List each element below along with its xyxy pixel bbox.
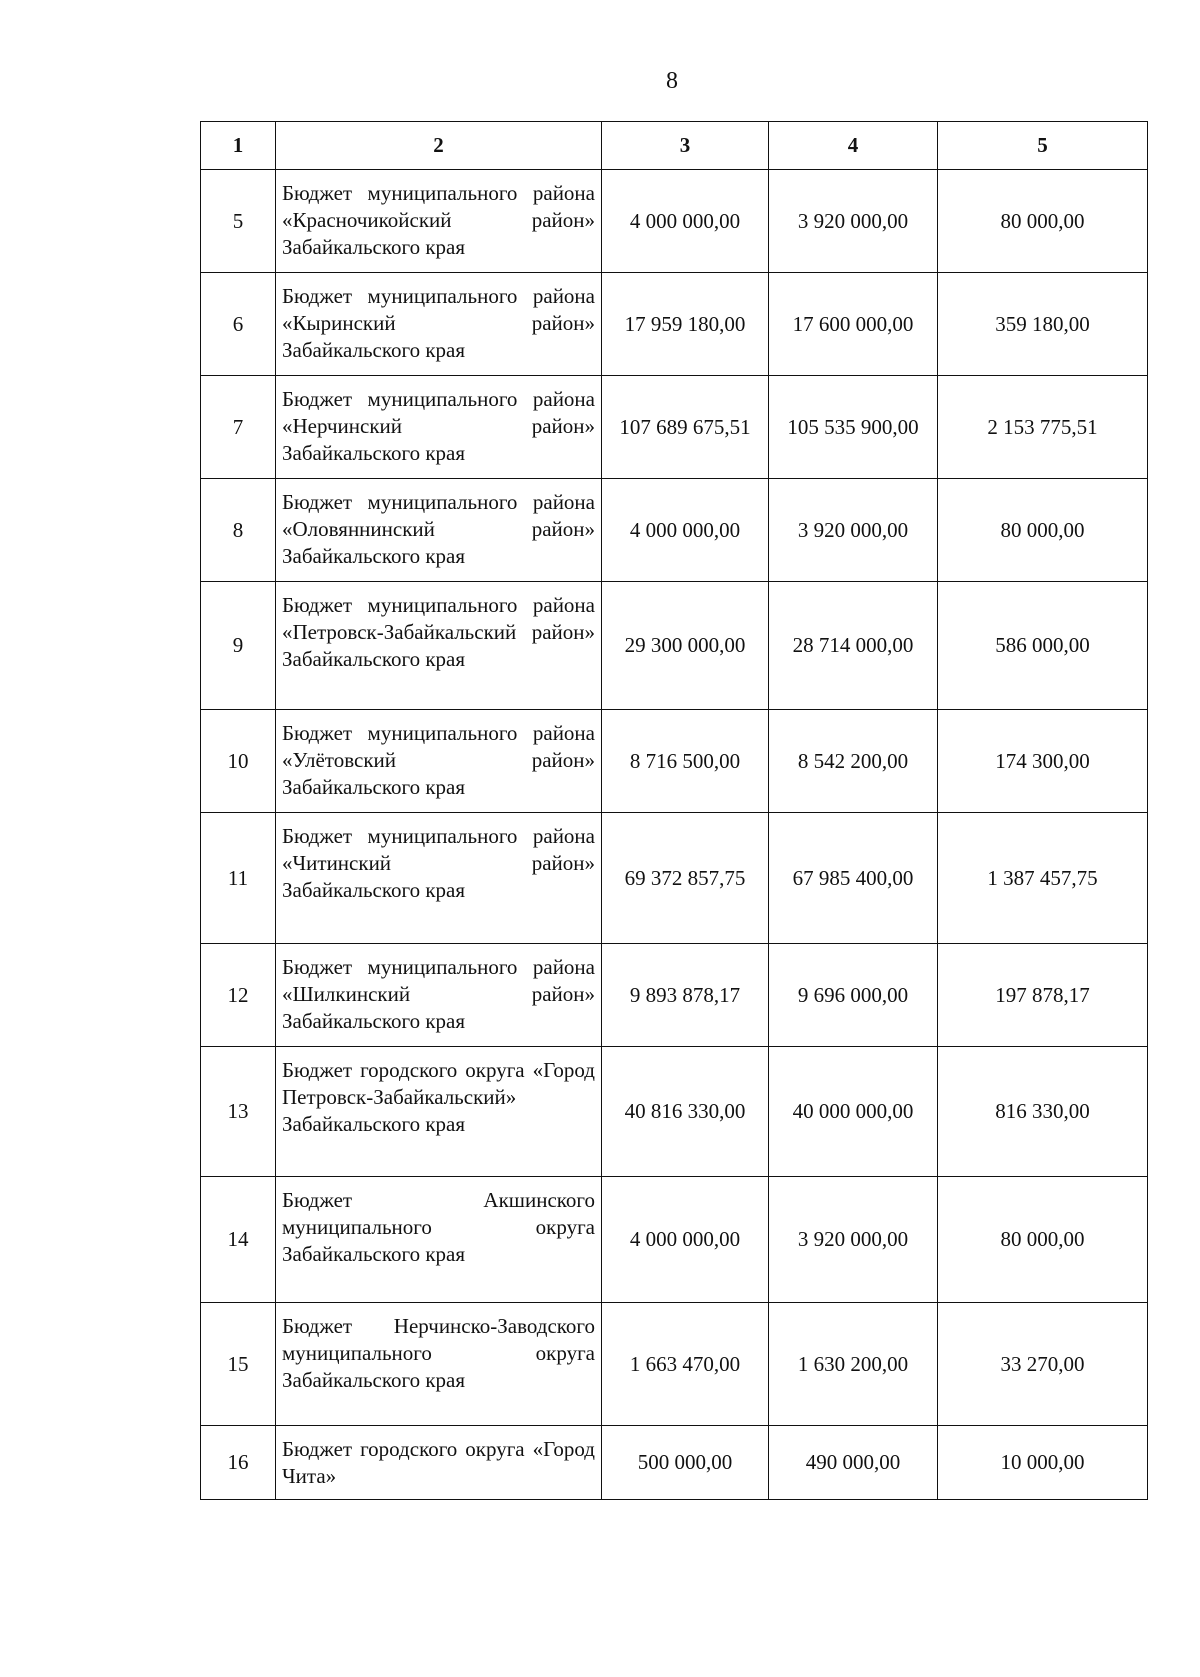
table-row — [201, 1177, 1148, 1303]
amount-col-4: 1 630 200,00 — [769, 1303, 938, 1426]
budget-name — [276, 1047, 602, 1177]
budget-name — [276, 1426, 602, 1500]
amount-col-5: 80 000,00 — [938, 170, 1148, 273]
row-number: 14 — [201, 1177, 276, 1303]
header-col-4: 4 — [769, 122, 938, 170]
amount-col-3: 4 000 000,00 — [602, 170, 769, 273]
table-row — [201, 582, 1148, 710]
table-row — [201, 1303, 1148, 1426]
row-number: 9 — [201, 582, 276, 710]
budget-table — [200, 121, 1148, 1500]
amount-col-4: 3 920 000,00 — [769, 170, 938, 273]
amount-col-3: 9 893 878,17 — [602, 944, 769, 1047]
table-row — [201, 813, 1148, 944]
budget-name-text: Бюджет муниципального района «Петровск-Забайкальский район» Забайкальского края — [282, 593, 595, 671]
amount-col-5: 10 000,00 — [938, 1426, 1148, 1500]
header-col-2: 2 — [276, 122, 602, 170]
amount-col-4: 8 542 200,00 — [769, 710, 938, 813]
table-row — [201, 710, 1148, 813]
budget-name-text: Бюджет муниципального района «Читинский район» Забайкальского края — [282, 824, 595, 902]
amount-col-3: 500 000,00 — [602, 1426, 769, 1500]
table-row — [201, 376, 1148, 479]
amount-col-4: 67 985 400,00 — [769, 813, 938, 944]
amount-col-3: 40 816 330,00 — [602, 1047, 769, 1177]
budget-name-text: Бюджет муниципального района «Оловяннинский район» Забайкальского края — [282, 490, 595, 568]
budget-name-text: Бюджет муниципального района «Нерчинский район» Забайкальского края — [282, 387, 595, 465]
table-row — [201, 944, 1148, 1047]
header-col-1: 1 — [201, 122, 276, 170]
budget-name-text: Бюджет городского округа «Город Чита» — [282, 1437, 595, 1488]
row-number: 6 — [201, 273, 276, 376]
budget-name — [276, 582, 602, 710]
budget-name — [276, 170, 602, 273]
amount-col-3: 4 000 000,00 — [602, 479, 769, 582]
budget-name-text: Бюджет Акшинского муниципального округа Забайкальского края — [282, 1188, 595, 1266]
table-row — [201, 1047, 1148, 1177]
amount-col-3: 107 689 675,51 — [602, 376, 769, 479]
budget-name — [276, 479, 602, 582]
amount-col-4: 28 714 000,00 — [769, 582, 938, 710]
amount-col-4: 40 000 000,00 — [769, 1047, 938, 1177]
row-number: 12 — [201, 944, 276, 1047]
row-number: 15 — [201, 1303, 276, 1426]
budget-name-text: Бюджет муниципального района «Кыринский район» Забайкальского края — [282, 284, 595, 362]
amount-col-5: 586 000,00 — [938, 582, 1148, 710]
amount-col-3: 4 000 000,00 — [602, 1177, 769, 1303]
amount-col-5: 197 878,17 — [938, 944, 1148, 1047]
budget-name-text: Бюджет муниципального района «Красночикойский район» Забайкальского края — [282, 181, 595, 259]
table-row — [201, 170, 1148, 273]
row-number: 5 — [201, 170, 276, 273]
row-number: 8 — [201, 479, 276, 582]
amount-col-4: 3 920 000,00 — [769, 479, 938, 582]
budget-name — [276, 944, 602, 1047]
budget-name — [276, 1303, 602, 1426]
row-number: 11 — [201, 813, 276, 944]
budget-name — [276, 376, 602, 479]
amount-col-3: 17 959 180,00 — [602, 273, 769, 376]
amount-col-4: 9 696 000,00 — [769, 944, 938, 1047]
budget-name-text: Бюджет муниципального района «Улётовский район» Забайкальского края — [282, 721, 595, 799]
row-number: 16 — [201, 1426, 276, 1500]
budget-name-text: Бюджет муниципального района «Шилкинский район» Забайкальского края — [282, 955, 595, 1033]
budget-name-text: Бюджет городского округа «Город Петровск-Забайкальский» Забайкальского края — [282, 1058, 595, 1136]
budget-name — [276, 813, 602, 944]
row-number: 10 — [201, 710, 276, 813]
amount-col-5: 80 000,00 — [938, 479, 1148, 582]
row-number: 13 — [201, 1047, 276, 1177]
budget-name-text: Бюджет Нерчинско-Заводского муниципального округа Забайкальского края — [282, 1314, 595, 1392]
amount-col-4: 17 600 000,00 — [769, 273, 938, 376]
amount-col-3: 29 300 000,00 — [602, 582, 769, 710]
header-row — [201, 122, 1148, 170]
amount-col-5: 174 300,00 — [938, 710, 1148, 813]
amount-col-5: 33 270,00 — [938, 1303, 1148, 1426]
table-row — [201, 1426, 1148, 1500]
amount-col-5: 2 153 775,51 — [938, 376, 1148, 479]
amount-col-4: 490 000,00 — [769, 1426, 938, 1500]
budget-name — [276, 710, 602, 813]
header-col-3: 3 — [602, 122, 769, 170]
amount-col-5: 359 180,00 — [938, 273, 1148, 376]
amount-col-3: 8 716 500,00 — [602, 710, 769, 813]
amount-col-5: 816 330,00 — [938, 1047, 1148, 1177]
amount-col-5: 80 000,00 — [938, 1177, 1148, 1303]
amount-col-3: 1 663 470,00 — [602, 1303, 769, 1426]
page-number: 8 — [666, 68, 678, 94]
header-col-5: 5 — [938, 122, 1148, 170]
budget-name — [276, 1177, 602, 1303]
amount-col-4: 3 920 000,00 — [769, 1177, 938, 1303]
table-row — [201, 479, 1148, 582]
amount-col-4: 105 535 900,00 — [769, 376, 938, 479]
budget-name — [276, 273, 602, 376]
amount-col-5: 1 387 457,75 — [938, 813, 1148, 944]
row-number: 7 — [201, 376, 276, 479]
amount-col-3: 69 372 857,75 — [602, 813, 769, 944]
table-row — [201, 273, 1148, 376]
